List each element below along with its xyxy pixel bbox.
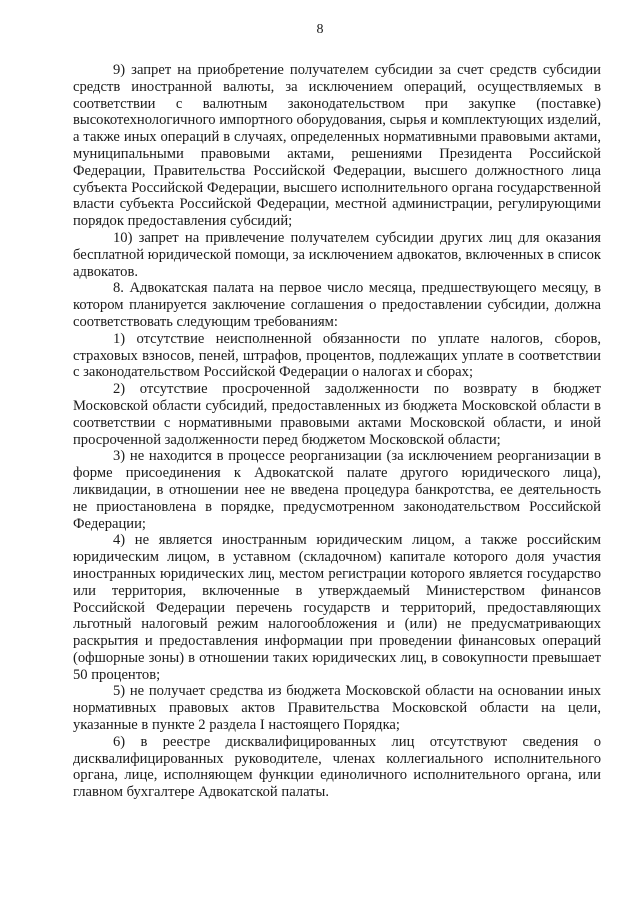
document-body: [73, 62, 601, 801]
paragraph-requirement-2: 2) отсутствие просроченной задолженности по возврату в бюджет Московской области субсидий, предоставленных из бюджета Московской области в соответствии с нормативными правовыми актами Московской области, и иной просроченной задолженности перед бюджетом Московской области;: [73, 381, 601, 448]
paragraph-clause-8: 8. Адвокатская палата на первое число месяца, предшествующего месяцу, в котором планируется заключение соглашения о предоставлении субсидии, должна соответствовать следующим требованиям:: [73, 280, 601, 330]
paragraph-requirement-6: 6) в реестре дисквалифицированных лиц отсутствуют сведения о дисквалифицированных руководителе, членах коллегиального исполнительного органа, лице, исполняющем функции единоличного исполнительного органа, или главном бухгалтере Адвокатской палаты.: [73, 733, 601, 801]
paragraph-item-10: 10) запрет на привлечение получателем субсидии других лиц для оказания бесплатной юридической помощи, за исключением адвокатов, включенных в список адвокатов.: [73, 229, 601, 280]
paragraph-requirement-3: 3) не находится в процессе реорганизации (за исключением реорганизации в форме присоединения к Адвокатской палате другого юридического лица), ликвидации, в отношении нее не введена процедура банкротства, ее деятельность не приостановлена в порядке, предусмотренном законодательством Российской Федерации;: [73, 448, 601, 532]
paragraph-requirement-1: 1) отсутствие неисполненной обязанности по уплате налогов, сборов, страховых взносов, пеней, штрафов, процентов, подлежащих уплате в соответствии с законодательством Российской Федерации о налогах и сборах;: [73, 330, 601, 381]
page-number: 8: [316, 22, 324, 37]
paragraph-item-9: 9) запрет на приобретение получателем субсидии за счет средств субсидии средств иностранной валюты, за исключением операций, осуществляемых в соответствии с валютным законодательством при закупке (поставке) высокотехнологичного импортного оборудования, сырья и комплектующих изделий, а также иных операций в случаях, определенных нормативными правовыми актами, муниципальными правовыми актами, решениями Президента Российской Федерации, Правительства Российской Федерации, высшего должностного лица субъекта Российской Федерации, высшего исполнительного органа государственной власти субъекта Российской Федерации, местной администрации, регулирующими порядок предоставления субсидий;: [73, 62, 601, 230]
paragraph-requirement-5: 5) не получает средства из бюджета Московской области на основании иных нормативных правовых актов Правительства Московской области на цели, указанные в пункте 2 раздела I настоящего Порядка;: [73, 683, 601, 734]
paragraph-requirement-4: 4) не является иностранным юридическим лицом, а также российским юридическим лицом, в уставном (складочном) капитале которого доля участия иностранных юридических лиц, местом регистрации которого является государство или территория, включенные в утверждаемый Министерством финансов Российской Федерации перечень государств и территорий, предоставляющих льготный налоговый режим налогообложения и (или) не предусматривающих раскрытия и предоставления информации при проведении финансовых операций (офшорные зоны) в отношении таких юридических лиц, в совокупности превышает 50 процентов;: [73, 532, 601, 683]
